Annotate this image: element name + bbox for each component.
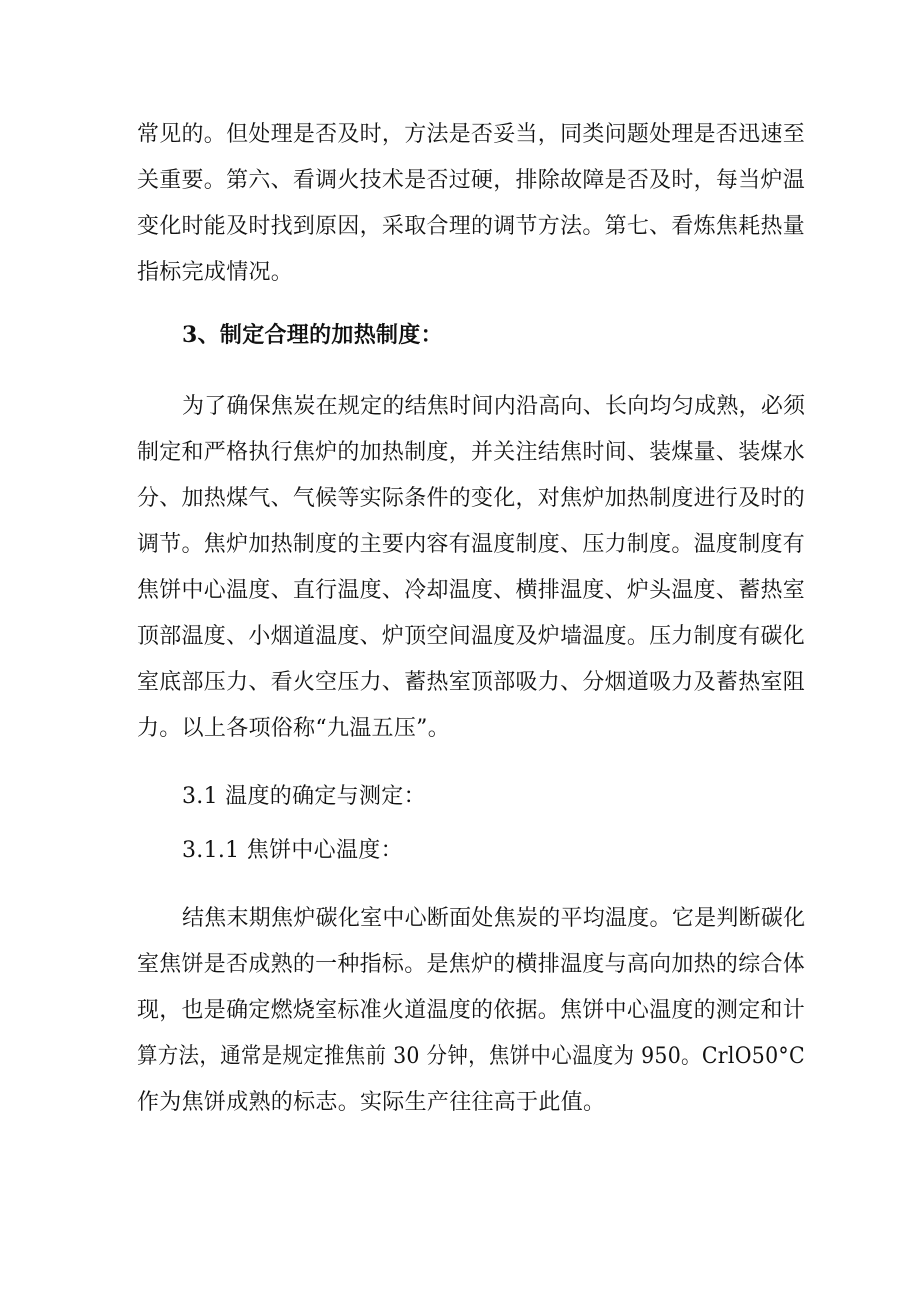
subsection-heading: 3.1.1 焦饼中心温度： [182, 838, 403, 863]
paragraph-line: 指标完成情况。 [137, 260, 294, 285]
paragraph-line: 算方法，通常是规定推焦前 30 分钟，焦饼中心温度为 950。CrlO50°C [137, 1044, 805, 1069]
paragraph-line: 调节。焦炉加热制度的主要内容有温度制度、压力制度。温度制度有 [137, 532, 806, 557]
paragraph-line: 作为焦饼成熟的标志。实际生产往往高于此值。 [137, 1090, 606, 1115]
paragraph-line: 室焦饼是否成熟的一种指标。是焦炉的横排温度与高向加热的综合体 [137, 952, 806, 977]
paragraph-line: 顶部温度、小烟道温度、炉顶空间温度及炉墙温度。压力制度有碳化 [137, 624, 806, 649]
paragraph-line: 分、加热煤气、气候等实际条件的变化，对焦炉加热制度进行及时的 [137, 486, 806, 511]
paragraph-line: 关重要。第六、看调火技术是否过硬，排除故障是否及时，每当炉温 [137, 168, 806, 193]
paragraph-line: 室底部压力、看火空压力、蓄热室顶部吸力、分烟道吸力及蓄热室阻 [137, 670, 806, 695]
paragraph-line: 制定和严格执行焦炉的加热制度，并关注结焦时间、装煤量、装煤水 [137, 440, 806, 465]
paragraph-line: 常见的。但处理是否及时，方法是否妥当，同类问题处理是否迅速至 [137, 122, 806, 147]
subsection-heading: 3.1 温度的确定与测定： [182, 784, 426, 809]
paragraph-line: 结焦末期焦炉碳化室中心断面处焦炭的平均温度。它是判断碳化 [182, 906, 806, 931]
paragraph-line: 焦饼中心温度、直行温度、冷却温度、横排温度、炉头温度、蓄热室 [137, 578, 806, 603]
section-heading: 3、制定合理的加热制度： [182, 322, 443, 348]
paragraph-line: 现，也是确定燃烧室标准火道温度的依据。焦饼中心温度的测定和计 [137, 998, 806, 1023]
paragraph-line: 力。以上各项俗称“九温五压”。 [137, 716, 450, 741]
paragraph-line: 为了确保焦炭在规定的结焦时间内沿高向、长向均匀成熟，必须 [182, 394, 806, 419]
paragraph-line: 变化时能及时找到原因，采取合理的调节方法。第七、看炼焦耗热量 [137, 214, 806, 239]
